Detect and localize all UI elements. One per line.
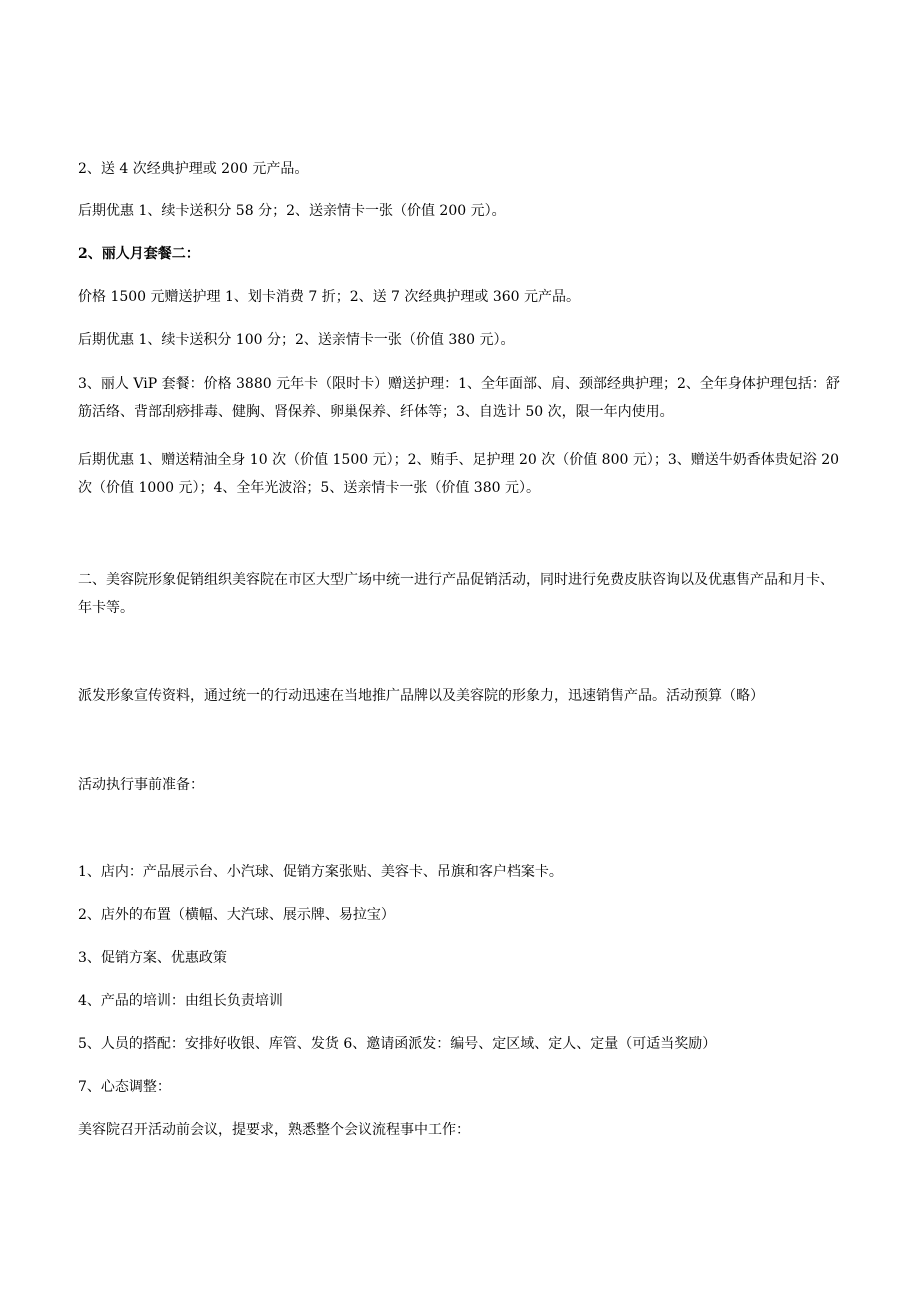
paragraph-promo-materials: 派发形象宣传资料，通过统一的行动迅速在当地推广品牌以及美容院的形象力，迅速销售产品。活动预算（略） — [78, 688, 764, 704]
list-item-staffing: 5、人员的搭配：安排好收银、库管、发货 6、邀请函派发：编号、定区域、定人、定量（可适当奖励） — [78, 1036, 717, 1052]
paragraph-later-offer-2: 后期优惠 1、续卡送积分 100 分；2、送亲情卡一张（价值 380 元）。 — [78, 332, 515, 348]
heading-package-two: 2、丽人月套餐二： — [78, 246, 200, 262]
list-item-outdoor: 2、店外的布置（横幅、大汽球、展示牌、易拉宝） — [78, 907, 395, 923]
list-item-promo-policy: 3、促销方案、优惠政策 — [78, 950, 227, 966]
paragraph-later-offer-vip: 后期优惠 1、赠送精油全身 10 次（价值 1500 元）；2、贿手、足护理 20 次（价值 800 元）；3、赠送牛奶香体贵妃浴 20 次（价值 1000 元）；4、全年光波浴；5、送亲情卡一张（价值 380 元）。 — [78, 452, 840, 496]
paragraph-preparation-title: 活动执行事前准备： — [78, 777, 204, 793]
paragraph-later-offer-1: 后期优惠 1、续卡送积分 58 分；2、送亲情卡一张（价值 200 元）。 — [78, 203, 506, 219]
paragraph-gift-classic-care: 2、送 4 次经典护理或 200 元产品。 — [78, 161, 309, 177]
paragraph-image-promotion: 二、美容院形象促销组织美容院在市区大型广场中统一进行产品促销活动，同时进行免费皮肤咨询以及优惠售产品和月卡、年卡等。 — [78, 572, 834, 616]
paragraph-vip-package: 3、丽人 ViP 套餐：价格 3880 元年卡（限时卡）赠送护理：1、全年面部、肩、颈部经典护理；2、全年身体护理包括：舒筋活络、背部刮痧排毒、健胸、肾保养、卵巢保养、纤体等；3、自选计 50 次，限一年内使用。 — [78, 376, 840, 420]
list-item-mindset: 7、心态调整： — [78, 1079, 171, 1095]
list-item-in-store: 1、店内：产品展示台、小汽球、促销方案张贴、美容卡、吊旗和客户档案卡。 — [78, 864, 563, 880]
paragraph-meeting: 美容院召开活动前会议，提要求，熟悉整个会议流程事中工作： — [78, 1122, 470, 1138]
list-item-product-training: 4、产品的培训：由组长负责培训 — [78, 993, 283, 1009]
paragraph-package-two-price: 价格 1500 元赠送护理 1、划卡消费 7 折；2、送 7 次经典护理或 360 元产品。 — [78, 289, 581, 305]
